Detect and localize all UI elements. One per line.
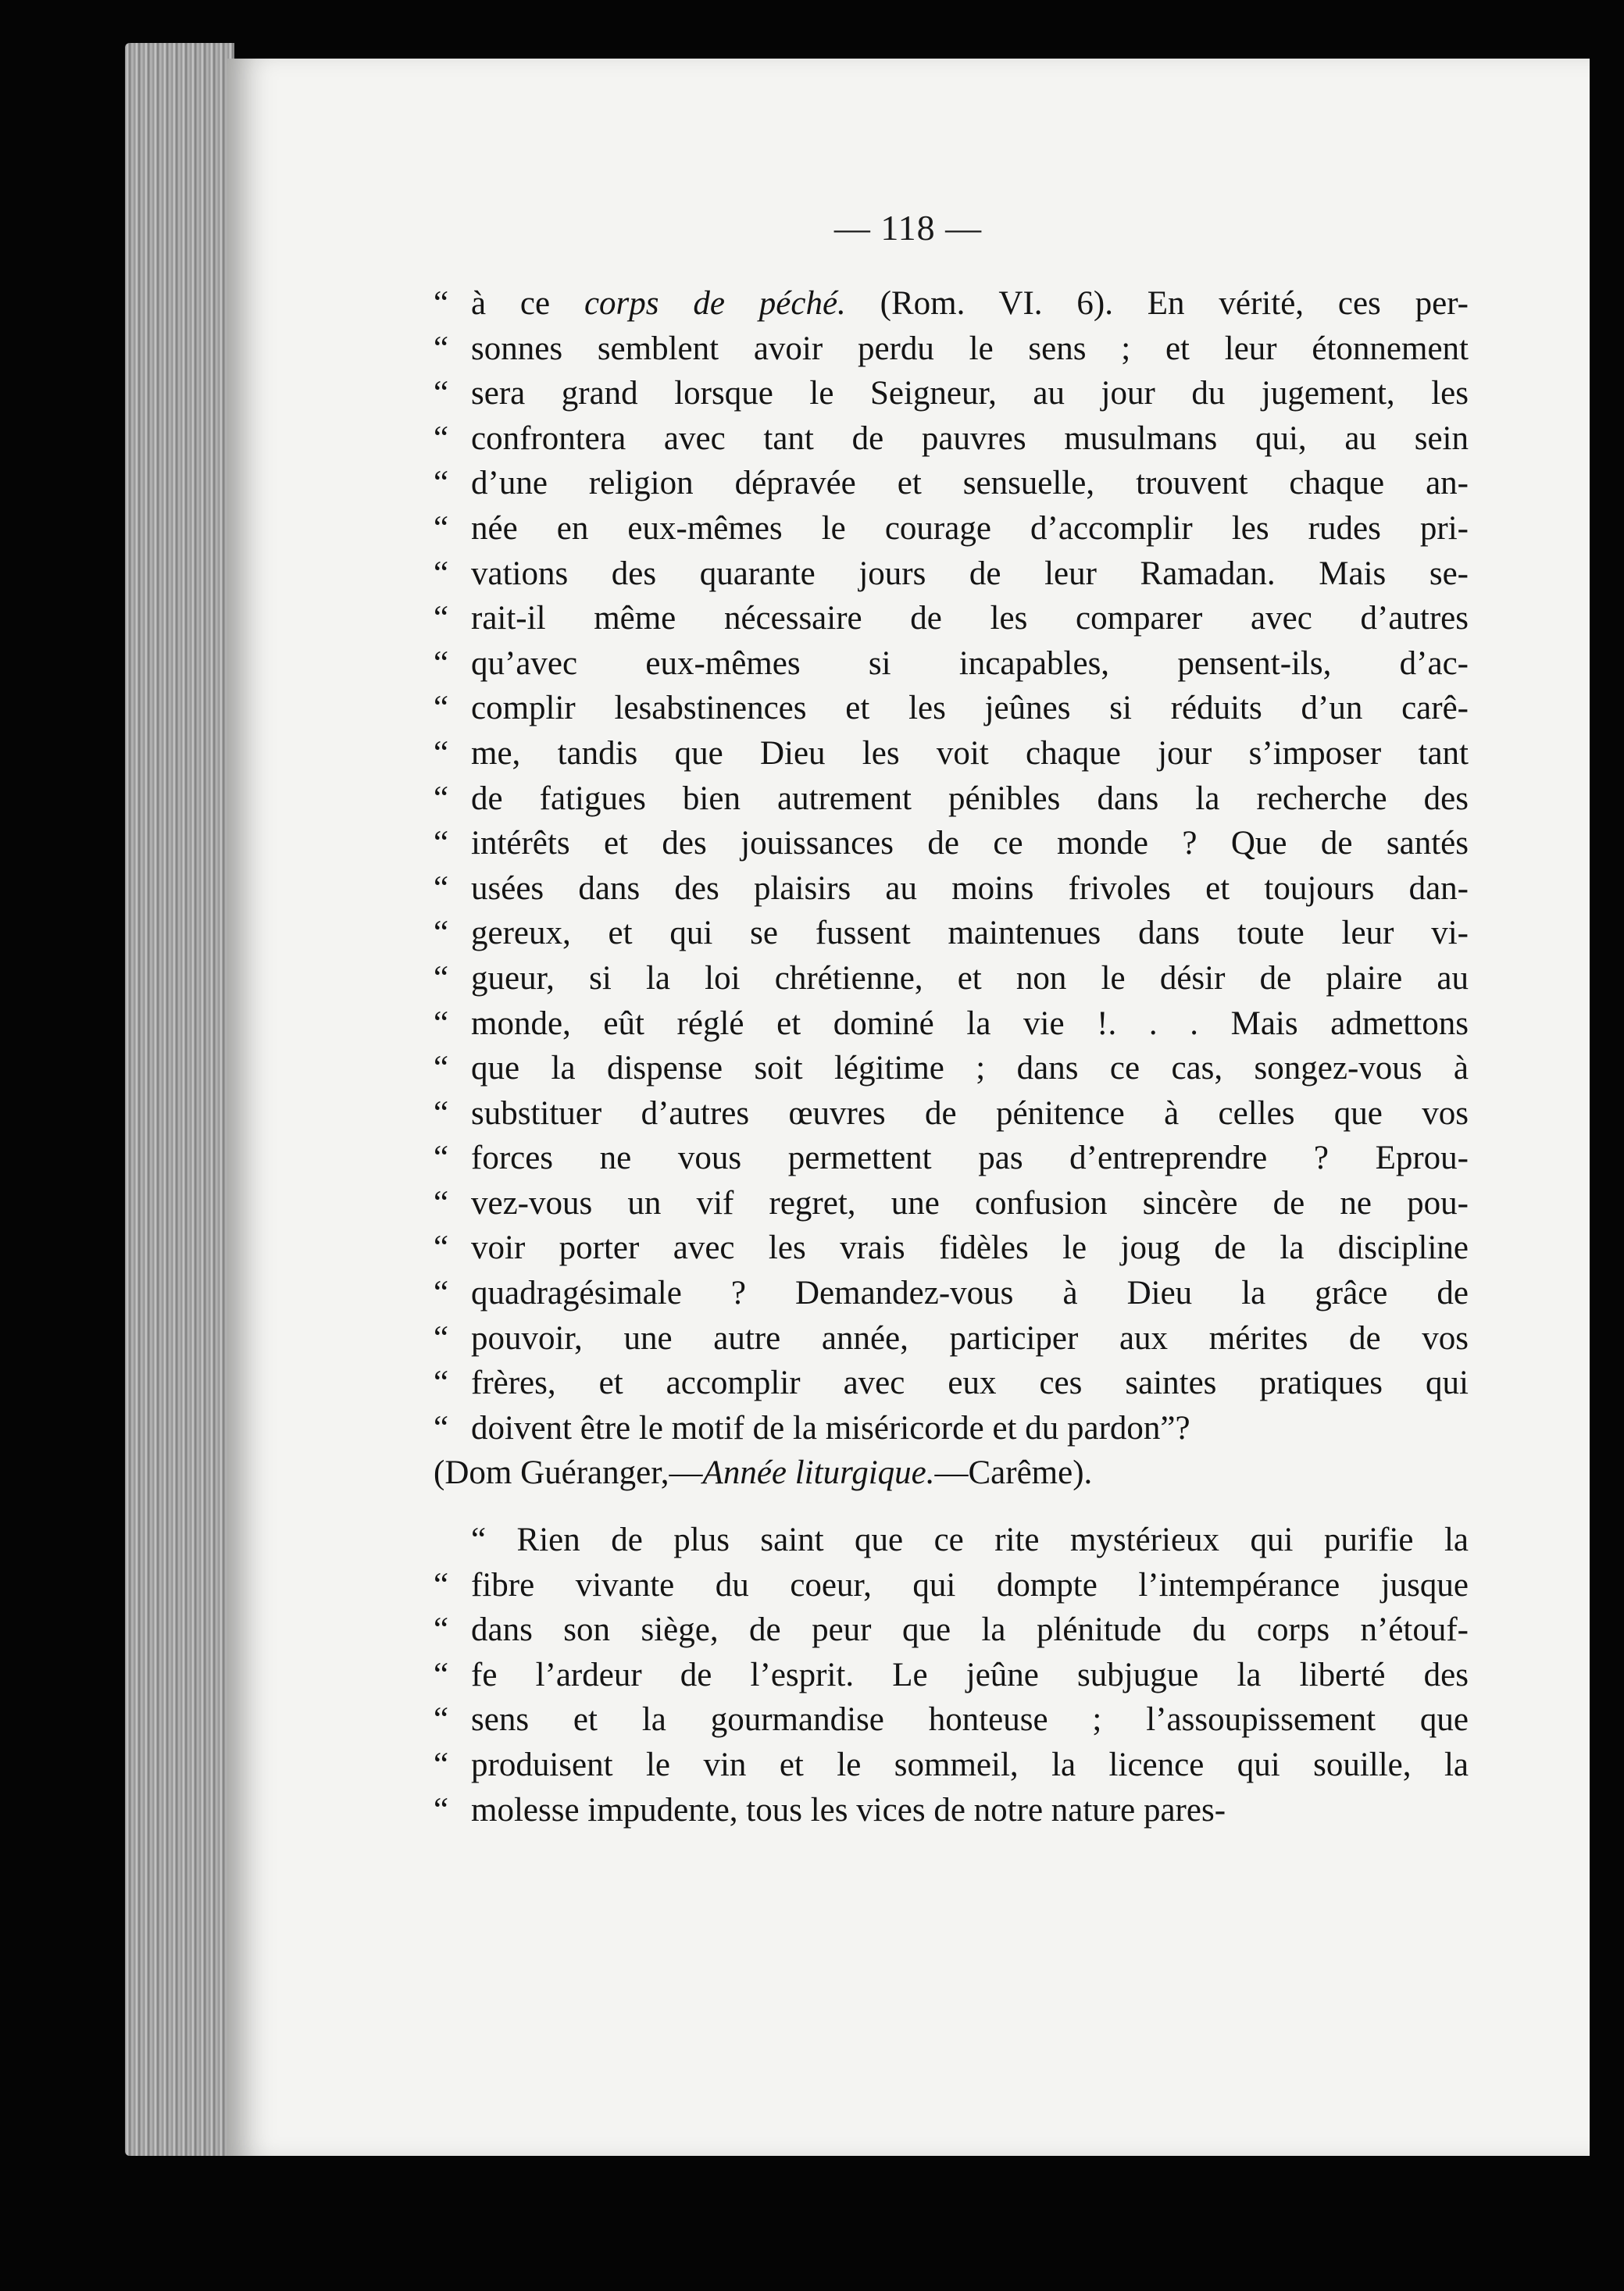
page-sheet: [227, 59, 1590, 2156]
quote-mark: “: [434, 644, 449, 682]
quote-mark: “: [434, 330, 449, 367]
quote-mark: “: [434, 1747, 449, 1783]
line-text: gueur, si la loi chrétienne, et non le désir de plaire au: [471, 959, 1469, 997]
line-text: intérêts et des jouissances de ce monde ? Que de santés: [471, 825, 1469, 862]
paragraph2-line: [434, 1608, 1469, 1653]
line-text: forces ne vous permettent pas d’entreprendre ? Eprou-: [471, 1140, 1469, 1177]
quote-mark: “: [434, 1365, 449, 1402]
quote-mark: “: [434, 1611, 449, 1649]
line-text: qu’avec eux-mêmes si incapables, pensent-ils, d’ac-: [471, 644, 1469, 682]
line-text: “ Rien de plus saint que ce rite mystérieux qui purifie la: [471, 1522, 1469, 1559]
line-text: complir lesabstinences et les jeûnes si réduits d’un carê-: [471, 690, 1469, 727]
quote-mark: “: [434, 1229, 449, 1267]
paragraph1-line: [434, 281, 1469, 327]
paragraph1-line: [434, 1001, 1469, 1047]
quote-mark: “: [434, 1319, 449, 1357]
paragraph1-line: [434, 731, 1469, 776]
line-text: frères, et accomplir avec eux ces saintes pratiques qui: [471, 1365, 1469, 1402]
paragraph1-line: [434, 641, 1469, 687]
paragraph1-line: [434, 1316, 1469, 1361]
quote-mark: “: [434, 825, 449, 862]
paragraph1-line: [434, 776, 1469, 822]
paragraph1-line: [434, 1406, 1469, 1451]
paragraph1-line: [434, 506, 1469, 551]
paragraph1-line: [434, 1181, 1469, 1226]
paragraph1-line: [434, 1361, 1469, 1406]
line-text: gereux, et qui se fussent maintenues dans toute leur vi-: [471, 915, 1469, 952]
line-text: de fatigues bien autrement pénibles dans la recherche des: [471, 780, 1469, 817]
quote-mark: “: [434, 1140, 449, 1177]
line-text: produisent le vin et le sommeil, la licence qui souille, la: [471, 1747, 1469, 1783]
line-text: usées dans des plaisirs au moins frivoles et toujours dan-: [471, 869, 1469, 907]
line-text: dans son siège, de peur que la plénitude du corps n’étouf-: [471, 1611, 1469, 1649]
quote-mark: “: [434, 734, 449, 772]
paragraph1-line: [434, 821, 1469, 866]
quote-mark: “: [434, 555, 449, 592]
quote-mark: “: [434, 1409, 449, 1447]
quote-mark: “: [434, 1275, 449, 1312]
paragraph1-line: [434, 686, 1469, 731]
line-text: rait-il même nécessaire de les comparer avec d’autres: [471, 600, 1469, 637]
line-text: sens et la gourmandise honteuse ; l’assoupissement que: [471, 1701, 1469, 1739]
paragraph1-line: [434, 911, 1469, 956]
quote-mark: “: [434, 1791, 449, 1829]
quote-mark: “: [434, 465, 449, 502]
citation-line: [434, 1451, 1469, 1496]
quote-mark: “: [434, 1566, 449, 1604]
body-text: [434, 281, 1469, 1832]
line-text: molesse impudente, tous les vices de notre nature pares-: [471, 1791, 1226, 1829]
paragraph1-line: [434, 551, 1469, 597]
line-text: fe l’ardeur de l’esprit. Le jeûne subjugue la liberté des: [471, 1656, 1469, 1693]
paragraph1-line: [434, 1271, 1469, 1316]
line-text: vations des quarante jours de leur Ramadan. Mais se-: [471, 555, 1469, 592]
paragraph1-line: [434, 327, 1469, 372]
paragraph2-line: [434, 1697, 1469, 1743]
quote-mark: “: [434, 780, 449, 817]
paragraph1-line: [434, 1046, 1469, 1091]
quote-mark: “: [434, 1656, 449, 1693]
line-text: d’une religion dépravée et sensuelle, trouvent chaque an-: [471, 465, 1469, 502]
quote-mark: “: [434, 375, 449, 412]
line-text: monde, eût réglé et dominé la vie !. . . Mais admettons: [471, 1005, 1469, 1042]
paragraph1-line: [434, 596, 1469, 641]
paragraph1-line: [434, 1091, 1469, 1137]
paragraph-gap: [434, 1496, 1469, 1518]
paragraph1-line: [434, 1226, 1469, 1271]
quote-mark: “: [434, 959, 449, 997]
line-text: vez-vous un vif regret, une confusion sincère de ne pou-: [471, 1184, 1469, 1222]
line-text: à ce corps de péché. (Rom. VI. 6). En vérité, ces per-: [471, 285, 1469, 322]
paragraph1-line: [434, 956, 1469, 1001]
quote-mark: “: [434, 1050, 449, 1087]
line-text: sonnes semblent avoir perdu le sens ; et leur étonnement: [471, 330, 1469, 367]
quote-mark: “: [434, 419, 449, 457]
line-text: née en eux-mêmes le courage d’accomplir les rudes pri-: [471, 509, 1469, 547]
paragraph1-line: [434, 461, 1469, 506]
line-text: pouvoir, une autre année, participer aux mérites de vos: [471, 1319, 1469, 1357]
quote-mark: “: [434, 869, 449, 907]
quote-mark: “: [434, 1094, 449, 1132]
paragraph2-line: [434, 1743, 1469, 1788]
paragraph2-line: [434, 1563, 1469, 1608]
quote-mark: “: [434, 285, 449, 322]
paragraph2-line: [434, 1788, 1469, 1833]
paragraph1-line: [434, 371, 1469, 416]
quote-mark: “: [434, 600, 449, 637]
quote-mark: “: [434, 1701, 449, 1739]
paragraph2-line: [434, 1518, 1469, 1563]
quote-mark: “: [434, 1005, 449, 1042]
quote-mark: “: [434, 509, 449, 547]
line-text: sera grand lorsque le Seigneur, au jour du jugement, les: [471, 375, 1469, 412]
line-text: voir porter avec les vrais fidèles le joug de la discipline: [471, 1229, 1469, 1267]
paragraph1-line: [434, 1136, 1469, 1181]
line-text: fibre vivante du coeur, qui dompte l’intempérance jusque: [471, 1566, 1469, 1604]
line-text: que la dispense soit légitime ; dans ce cas, songez-vous à: [471, 1050, 1469, 1087]
paragraph-quote-fasting: [434, 1518, 1469, 1832]
page-edges: [125, 43, 234, 2156]
paragraph-quote-gueranger: [434, 281, 1469, 1451]
line-text: doivent être le motif de la miséricorde et du pardon”?: [471, 1409, 1190, 1447]
paragraph1-line: [434, 866, 1469, 912]
line-text: me, tandis que Dieu les voit chaque jour s’imposer tant: [471, 734, 1469, 772]
citation: (Dom Guéranger,—Année liturgique.—Carême).: [434, 1454, 1093, 1492]
paragraph1-line: [434, 416, 1469, 462]
paragraph2-line: [434, 1653, 1469, 1698]
line-text: substituer d’autres œuvres de pénitence à celles que vos: [471, 1094, 1469, 1132]
line-text: quadragésimale ? Demandez-vous à Dieu la grâce de: [471, 1275, 1469, 1312]
quote-mark: “: [434, 1184, 449, 1222]
page-number: — 118 —: [833, 208, 983, 248]
quote-mark: “: [434, 690, 449, 727]
quote-mark: “: [434, 915, 449, 952]
line-text: confrontera avec tant de pauvres musulmans qui, au sein: [471, 419, 1469, 457]
